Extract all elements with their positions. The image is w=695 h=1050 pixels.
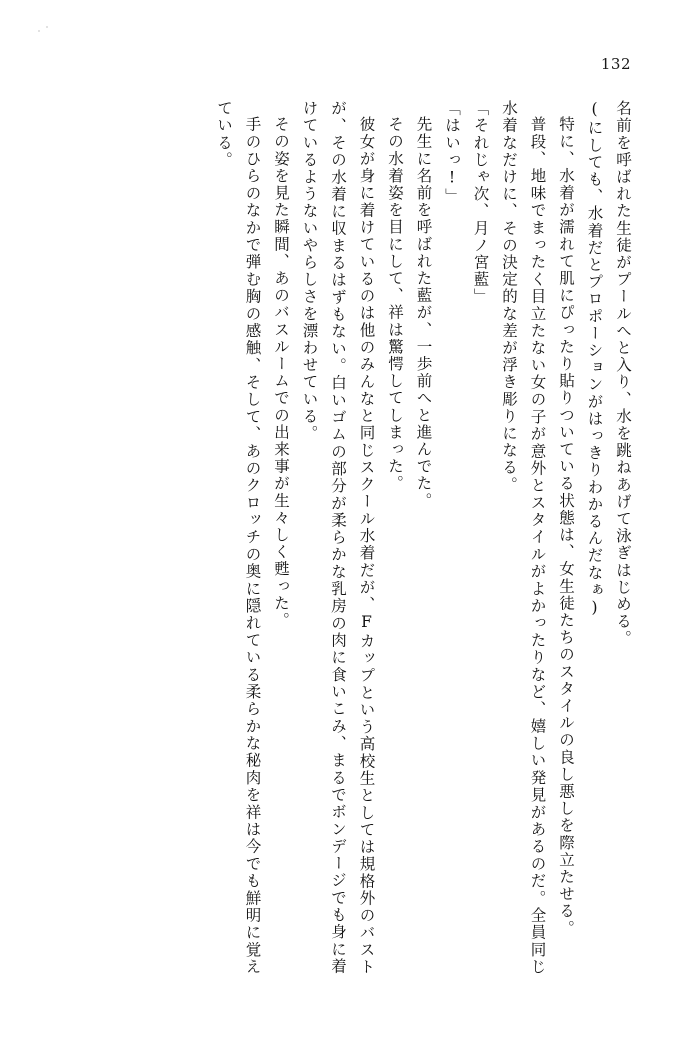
paragraph: 手のひらのなかで弾む胸の感触、そして、あのクロッチの奥に隠れている柔らかな秘肉を祥は今でも鮮明に覚えている。 bbox=[215, 100, 262, 975]
scan-speck bbox=[46, 26, 48, 28]
paragraph: その姿を見た瞬間、あのバスルームでの出来事が生々しく甦った。 bbox=[272, 115, 290, 629]
paragraph-dialogue: 「はいっ!」 bbox=[443, 100, 461, 206]
body-text bbox=[55, 100, 637, 975]
paragraph: その水着姿を目にして、祥は驚愕してしまった。 bbox=[386, 115, 404, 492]
page-number: 132 bbox=[600, 55, 631, 73]
paragraph: 彼女が身に着けているのは他のみんなと同じスクール水着だが、Fカップという高校生としては規格外のバストが、その水着に収まるはずもない。白いゴムの部分が柔らかな乳房の肉に食いこみ、まるでボンデージでも身に着けているようないやらしさを漂わせている。 bbox=[300, 100, 376, 975]
paragraph: 普段、地味でまったく目立たない女の子が意外とスタイルがよかったりなど、嬉しい発見があるのだ。全員同じ水着なだけに、その決定的な差が浮き彫りになる。 bbox=[500, 100, 547, 975]
paragraph: 先生に名前を呼ばれた藍が、一歩前へと進んでた。 bbox=[414, 115, 433, 509]
paragraph: 名前を呼ばれた生徒がプールへと入り、水を跳ねあげて泳ぎはじめる。 bbox=[614, 100, 632, 648]
scan-speck bbox=[38, 30, 40, 32]
paragraph: (にしても、水着だとプロポーションがはっきりわかるんだなぁ) bbox=[585, 100, 604, 618]
paragraph: 特に、水着が濡れて肌にぴったり貼りついている状態は、女生徒たちのスタイルの良し悪しを際立たせる。 bbox=[557, 115, 575, 937]
paragraph-dialogue: 「それじゃ次、月ノ宮藍」 bbox=[471, 100, 490, 306]
